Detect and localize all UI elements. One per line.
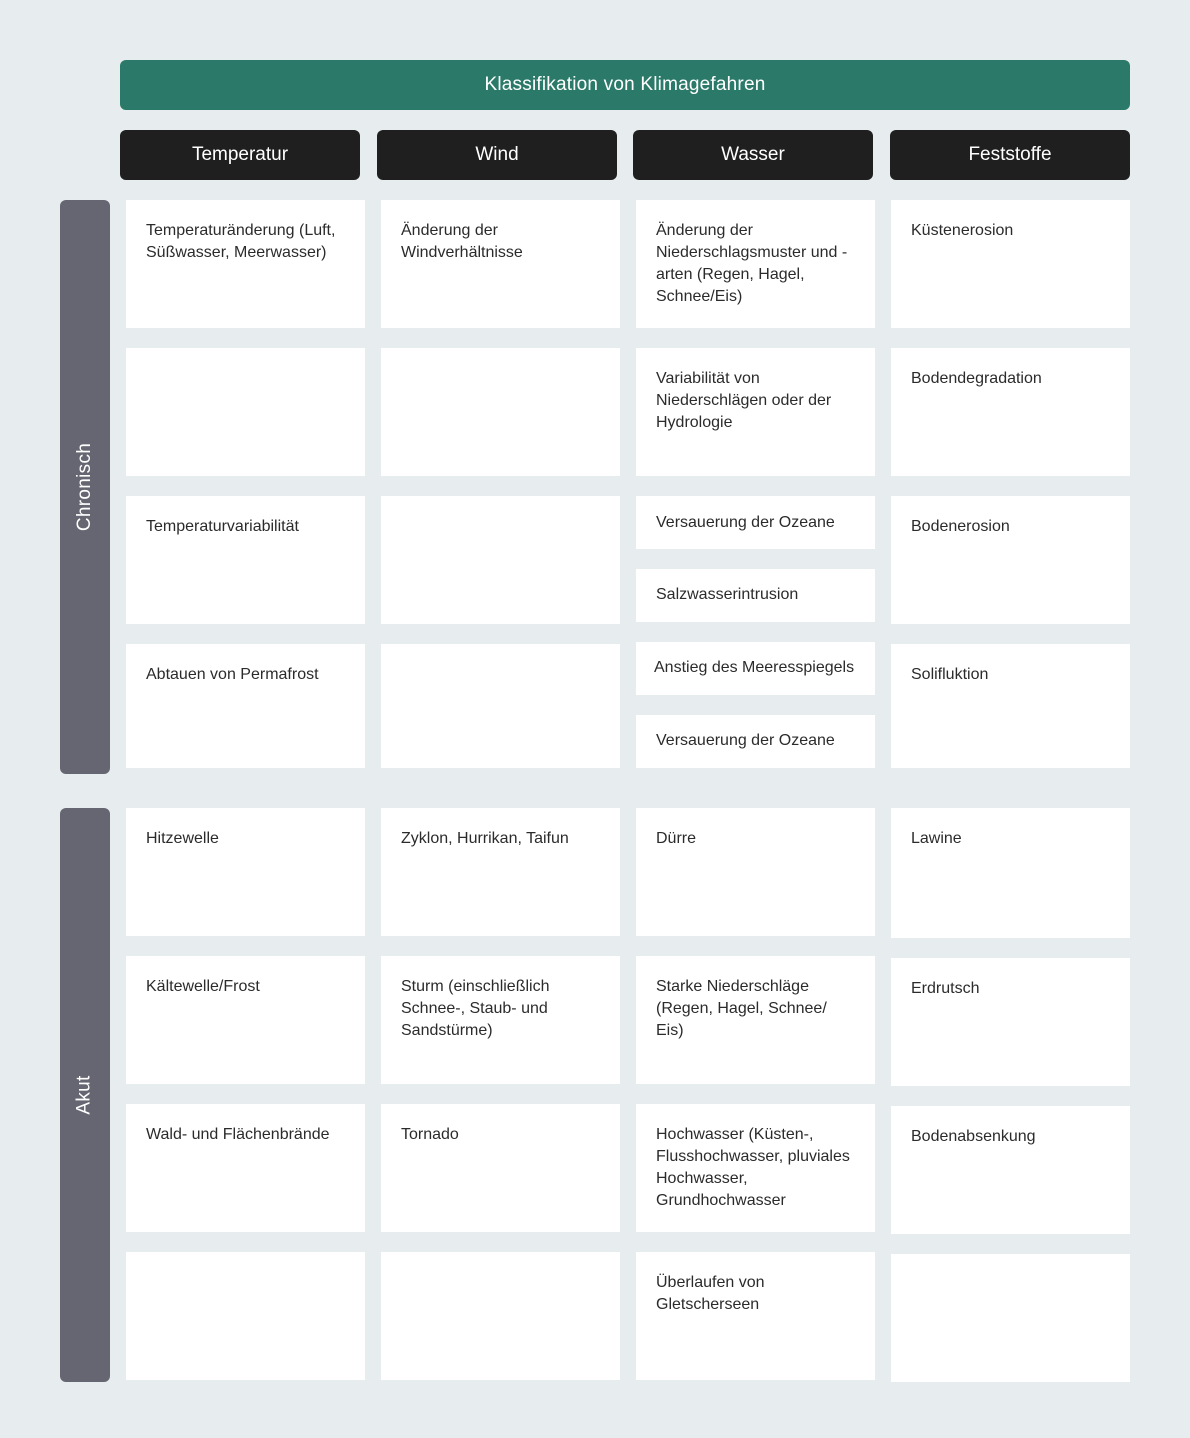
row-label-akut <box>60 808 110 1382</box>
cell-chronisch-wasser-3a: Versauerung der Ozeane <box>636 496 875 549</box>
cell-akut-feststoffe-1: Lawine <box>891 808 1130 938</box>
row-label-akut-text: Akut <box>74 1075 95 1115</box>
cell-chronisch-wind-1: Änderung der Windverhältnisse <box>381 200 620 328</box>
cell-chronisch-wasser-2: Variabilität von Niederschlägen oder der Hydrologie <box>636 348 875 476</box>
cell-akut-wasser-2: Starke Niederschläge (Regen, Hagel, Schnee/ Eis) <box>636 956 875 1084</box>
cell-chronisch-temperatur-2 <box>126 348 365 476</box>
cell-chronisch-wasser-4a: Anstieg des Meeresspiegels <box>636 642 875 695</box>
cell-akut-wasser-4: Überlaufen von Gletscherseen <box>636 1252 875 1380</box>
cell-akut-feststoffe-3: Bodenabsenkung <box>891 1106 1130 1234</box>
cell-chronisch-wasser-1: Änderung der Niederschlagsmuster und -arten (Regen, Hagel, Schnee/Eis) <box>636 200 875 328</box>
cell-akut-wind-1: Zyklon, Hurrikan, Taifun <box>381 808 620 936</box>
cell-akut-temperatur-2: Kältewelle/Frost <box>126 956 365 1084</box>
cell-chronisch-temperatur-3: Temperaturvariabilität <box>126 496 365 624</box>
cell-akut-wasser-3: Hochwasser (Küsten-, Flusshochwasser, pluviales Hochwasser, Grundhochwasser <box>636 1104 875 1232</box>
cell-akut-temperatur-3: Wald- und Flächenbrände <box>126 1104 365 1232</box>
row-label-chronisch-text: Chronisch <box>74 442 95 532</box>
column-header-feststoffe: Feststoffe <box>890 130 1130 180</box>
cell-chronisch-feststoffe-2: Bodendegradation <box>891 348 1130 476</box>
cell-akut-wind-4 <box>381 1252 620 1380</box>
cell-chronisch-temperatur-4: Abtauen von Permafrost <box>126 644 365 768</box>
cell-akut-wasser-1: Dürre <box>636 808 875 936</box>
diagram-title: Klassifikation von Klimagefahren <box>120 60 1130 110</box>
cell-akut-temperatur-1: Hitzewelle <box>126 808 365 936</box>
cell-akut-feststoffe-4 <box>891 1254 1130 1382</box>
cell-chronisch-wind-4 <box>381 644 620 768</box>
cell-chronisch-wasser-4b: Versauerung der Ozeane <box>636 715 875 768</box>
cell-akut-feststoffe-2: Erdrutsch <box>891 958 1130 1086</box>
column-header-wasser: Wasser <box>633 130 873 180</box>
cell-chronisch-temperatur-1: Temperaturänderung (Luft, Süßwasser, Meerwasser) <box>126 200 365 328</box>
cell-chronisch-wasser-3b: Salzwasserintrusion <box>636 569 875 622</box>
column-header-wind: Wind <box>377 130 617 180</box>
row-label-chronisch <box>60 200 110 774</box>
cell-chronisch-feststoffe-4: Solifluktion <box>891 644 1130 768</box>
cell-akut-wind-2: Sturm (einschließlich Schnee-, Staub- und Sandstürme) <box>381 956 620 1084</box>
cell-chronisch-wind-3 <box>381 496 620 624</box>
cell-akut-wind-3: Tornado <box>381 1104 620 1232</box>
cell-chronisch-feststoffe-1: Küstenerosion <box>891 200 1130 328</box>
cell-chronisch-feststoffe-3: Bodenerosion <box>891 496 1130 624</box>
cell-chronisch-wind-2 <box>381 348 620 476</box>
cell-akut-temperatur-4 <box>126 1252 365 1380</box>
column-header-temperatur: Temperatur <box>120 130 360 180</box>
